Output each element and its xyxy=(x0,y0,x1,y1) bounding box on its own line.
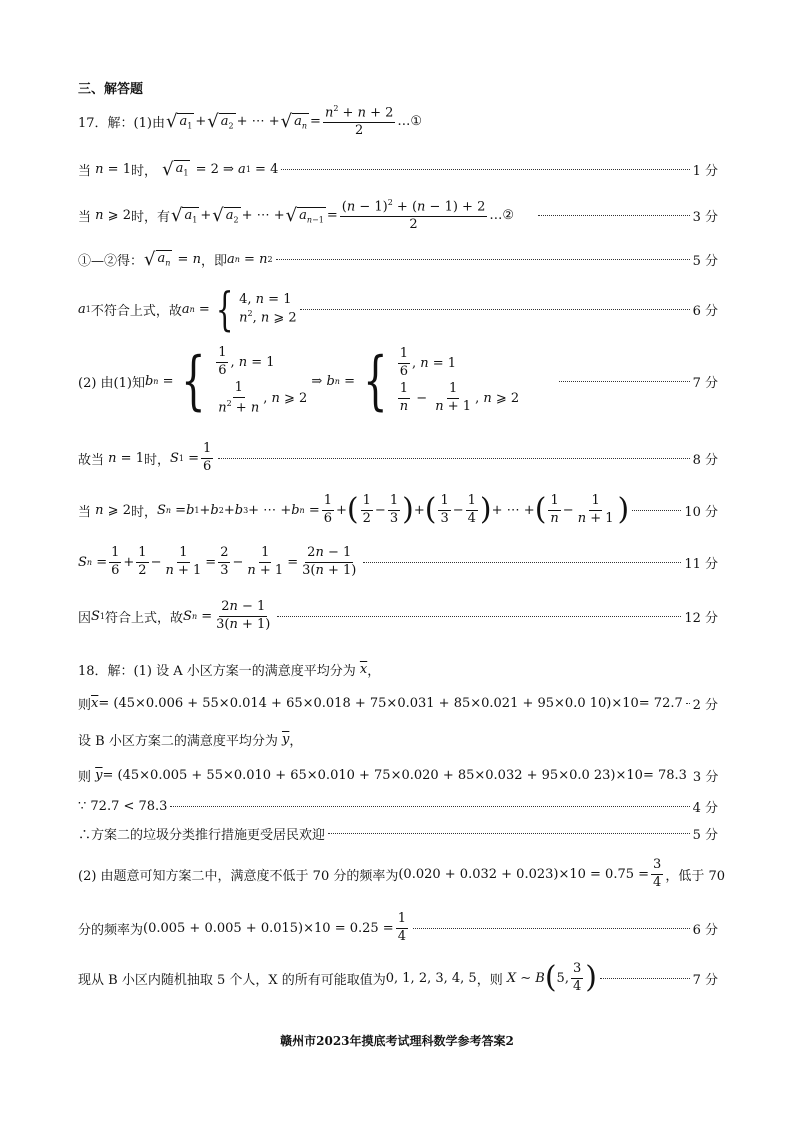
score: 7 分 xyxy=(692,972,718,988)
score: 3 分 xyxy=(692,210,718,226)
q18-line-4: 则 $\overline{y}$ = (45×0.005 + 55×0.010 + 65×0.010 + 75×0.020 + 85×0.032 + 95×0.0 23)×10= 78.3 3 分 xyxy=(78,768,719,785)
q18-line-6: ∴方案二的垃圾分类推行措施更受居民欢迎 5 分 xyxy=(78,824,718,843)
radical: √ $a_n$ xyxy=(280,110,308,132)
page-footer: 赣州市2023年摸底考试理科数学参考答案2 xyxy=(280,1034,514,1048)
q18-line-1: 18．解：(1) 设 A 小区方案一的满意度平均分为 $\overline{x}$ ， xyxy=(78,662,381,679)
q18-line-5: ∵ 72.7 < 78.3 4 分 xyxy=(78,799,718,816)
fraction: $\frac{n^2 + n + 2}{2}$ xyxy=(324,104,394,139)
score: 5 分 xyxy=(692,828,718,843)
q17-line-9: S n = $\frac{1}{6}$ + $\frac{1}{2}$ − $\frac{1}{n + 1}$ = $\frac{2}{3}$ − $\frac{1}{n + 1}$ = $\frac{2n - 1}{3(n + 1)}$ 11 分 xyxy=(78,545,718,578)
leader-dots xyxy=(328,833,690,834)
leader-dots xyxy=(300,309,690,310)
score: 8 分 xyxy=(692,452,718,468)
q17-line-10: 因 S 1 符合上式，故 S n = $\frac{2n - 1}{3(n + 1)}$ 12 分 xyxy=(78,599,718,632)
radical: √ $a_{n-1}$ xyxy=(285,204,324,226)
fraction: $\frac{(n - 1)^2 + (n - 1) + 2}{2}$ xyxy=(341,198,486,233)
q18-line-3: 设 B 小区方案二的满意度平均分为 $\overline{y}$ ， xyxy=(78,732,303,749)
radical: √ $a_n$ xyxy=(144,248,171,270)
leader-dots xyxy=(277,616,681,617)
leader-dots xyxy=(413,928,690,929)
leader-dots xyxy=(632,510,681,511)
leader-dots xyxy=(276,259,690,260)
radical: √ $a_1$ xyxy=(162,158,189,180)
leader-dots xyxy=(281,169,689,170)
piecewise: { 4, n = 1 $n^2$, n ⩾ 2 xyxy=(215,282,297,336)
score: 5 分 xyxy=(692,254,718,269)
score: 3 分 xyxy=(692,770,719,785)
q18-line-7: (2) 由题意可知方案二中，满意度不低于 70 分的频率为 (0.020 + 0.032 + 0.023)×10 = 0.75 = $\frac{3}{4}$ ，低于 70 xyxy=(78,857,725,890)
score: 4 分 xyxy=(692,801,718,816)
score: 12 分 xyxy=(684,610,718,626)
q17-line-6: (2) 由(1)知 b n = { $\frac{1}{6}$ , n = 1 $\frac{1}{n^2 + n}$ , n ⩾ 2 ⇒ b n = { $\frac{1}{6}$ , n = 1 $\frac{1}{n}$ − $\frac{1}{n + 1}$ , n ⩾ 2 7 分 xyxy=(78,344,718,419)
score: 11 分 xyxy=(684,556,718,572)
score: 6 分 xyxy=(692,922,718,938)
q18-line-8: 分的频率为 (0.005 + 0.005 + 0.015)×10 = 0.25 = $\frac{1}{4}$ 6 分 xyxy=(78,911,718,944)
q17-line-2: 当 n = 1 时， √ $a_1$ = 2 ⇒ a 1 = 4 1 分 xyxy=(78,158,718,180)
score: 6 分 xyxy=(692,303,718,319)
q18-line-2: 则 $\overline{x}$ = (45×0.006 + 55×0.014 + 65×0.018 + 75×0.031 + 85×0.021 + 95×0.0 10)×10= 72.7 2 分 xyxy=(78,696,718,713)
radical: √ $a_1$ xyxy=(170,204,198,226)
score: 10 分 xyxy=(684,504,718,520)
score: 2 分 xyxy=(692,698,718,713)
q17-line-3: 当 n ⩾ 2 时，有 √ $a_1$ + √ $a_2$ + ⋯ + √ $a_{n-1}$ = $\frac{(n - 1)^2 + (n - 1) + 2}{2}$ …② 3 分 xyxy=(78,198,718,233)
q18-line-9: 现从 B 小区内随机抽取 5 个人，X 的所有可能取值为 0, 1, 2, 3, 4, 5 ，则 X ∼ B ( 5, $\frac{3}{4}$ ) 7 分 xyxy=(78,960,718,996)
radical: √ $a_2$ xyxy=(212,204,239,226)
piecewise: { $\frac{1}{6}$ , n = 1 $\frac{1}{n}$ − $\frac{1}{n + 1}$ , n ⩾ 2 xyxy=(363,344,520,419)
leader-dots xyxy=(363,562,681,563)
radical: √ $a_1$ xyxy=(165,110,193,132)
q17-line-8: 当 n ⩾ 2 时， S n = b 1 + b 2 + b 3 + ⋯ + b n = $\frac{1}{6}$ + ( $\frac{1}{2}$ − $\frac{1}{3}$ ) + ( $\frac{1}{3}$ − $\frac{1}{4}$ ) + ⋯ + ( $\frac{1}{n}$ − $\frac{1}{n + 1}$ ) 10 分 xyxy=(78,492,718,528)
q17-line-1: 17．解：(1)由 √ $a_1$ + √ $a_2$ + ⋯ + √ $a_n$ = $\frac{n^2 + n + 2}{2}$ …① xyxy=(78,104,423,139)
q17-intro: 17．解：(1)由 xyxy=(78,116,165,132)
leader-dots xyxy=(686,703,690,704)
leader-dots xyxy=(218,458,689,459)
q17-line-4: ①—②得： √ $a_n$ = n ，即 a n = n 2 5 分 xyxy=(78,248,718,270)
leader-dots xyxy=(538,215,690,216)
q17-line-5: a 1 不符合上式，故 a n = { 4, n = 1 $n^2$, n ⩾ 2 6 分 xyxy=(78,282,718,336)
score: 1 分 xyxy=(692,164,718,179)
leader-dots xyxy=(600,978,690,979)
radical: √ $a_2$ xyxy=(207,110,234,132)
q17-line-7: 故当 n = 1 时， S 1 = $\frac{1}{6}$ 8 分 xyxy=(78,441,718,474)
piecewise: { $\frac{1}{6}$ , n = 1 $\frac{1}{n^2 + n}$ , n ⩾ 2 xyxy=(181,344,308,419)
section-title: 三、解答题 xyxy=(78,82,144,97)
score: 7 分 xyxy=(692,375,718,391)
leader-dots xyxy=(170,806,689,807)
leader-dots xyxy=(559,381,689,382)
